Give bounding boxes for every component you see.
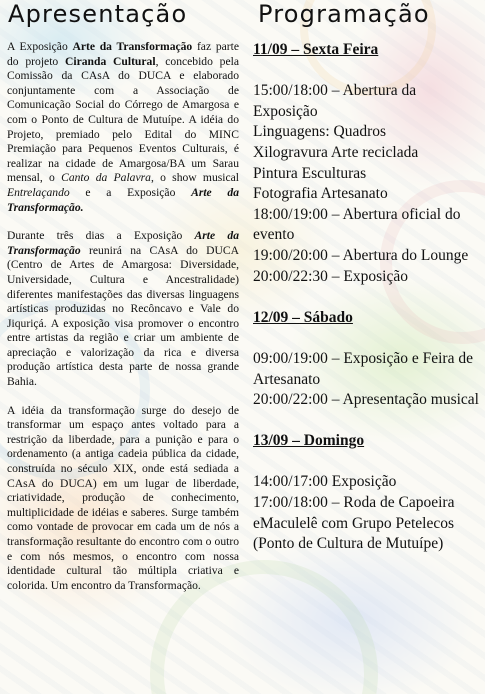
- schedule-item: 20:00/22:30 – Exposição: [253, 267, 408, 285]
- day-title-sunday: 13/09 – Domingo: [253, 432, 365, 450]
- program-schedule: [253, 40, 481, 555]
- schedule-item: Fotografia Artesanato: [253, 185, 388, 203]
- presentation-paragraph-1: A Exposição Arte da Transformação faz parte do projeto Ciranda Cultural, concebido pela Comissão da CAsA do DUCA e elaborado conjuntamente com a Associação de Comunicação Social do Córrego de Amargosa e com o Ponto de Cultura de Mutuípe. A idéia do Projeto, premiado pelo Edital do MINC Premiação para Pequenos Eventos Culturais, é realizar na cidade de Amargosa/BA um Sarau mensal, o Canto da Palavra, o show musical Entrelaçando e a Exposição Arte da Transformação.: [7, 40, 240, 214]
- schedule-item: 18:00/19:00 – Abertura oficial do evento: [253, 205, 461, 244]
- schedule-item: 19:00/20:00 – Abertura do Lounge: [253, 246, 469, 264]
- presentation-paragraph-2: Durante três dias a Exposição Arte da Transformação reunirá na CAsA do DUCA (Centro de Artes de Amargosa: Diversidade, Universidade, Cultura e Ancestralidade) diferentes manifestações das diversas linguagens artísticas produzidas no Recôncavo e Vale do Jiquriçá. A exposição visa promover o encontro entre artistas da região e criar um ambiente de apreciação e valorização da rica e diversa produção artística desta parte de nossa grande Bahia.: [7, 229, 240, 389]
- schedule-item: Xilogravura Arte reciclada: [253, 143, 419, 161]
- presentation-paragraph-3: A idéia da transformação surge do desejo de transformar um espaço antes voltado para a restrição da liberdade, para a punição e para o ordenamento (a antiga cadeia pública da cidade, construída no século XIX, onde está sediada a CAsA do DUCA) em um lugar de liberdade, criatividade, produção de conhecimento, multiplicidade de idéias e saberes. Surge também como vontade de provocar em cada um de nós a transformação resultante do encontro com o outro e com nós mesmos, o encontro com nossa identidade cultural tão múltipla criativa e colorida. Um encontro da Transformação.: [7, 403, 239, 592]
- schedule-item: 17:00/18:00 – Roda de Capoeira eMaculelê com Grupo Petelecos (Ponto de Cultura de Mutuípe): [253, 494, 455, 553]
- schedule-item: 15:00/18:00 – Abertura da Exposição: [253, 82, 417, 120]
- day-title-saturday: 12/09 – Sábado: [253, 308, 353, 326]
- schedule-item: 20:00/22:00 – Apresentação musical: [253, 391, 479, 409]
- schedule-item: Pintura Esculturas: [253, 164, 367, 182]
- presentation-text: [7, 40, 239, 607]
- schedule-item: 09:00/19:00 – Exposição e Feira de Artesanato: [253, 349, 473, 388]
- schedule-item: Linguagens: Quadros: [253, 123, 387, 141]
- program-heading: Programação: [258, 0, 430, 28]
- day-title-friday: 11/09 – Sexta Feira: [253, 41, 379, 58]
- schedule-item: 14:00/17:00 Exposição: [253, 473, 397, 491]
- presentation-heading: Apresentação: [8, 0, 188, 28]
